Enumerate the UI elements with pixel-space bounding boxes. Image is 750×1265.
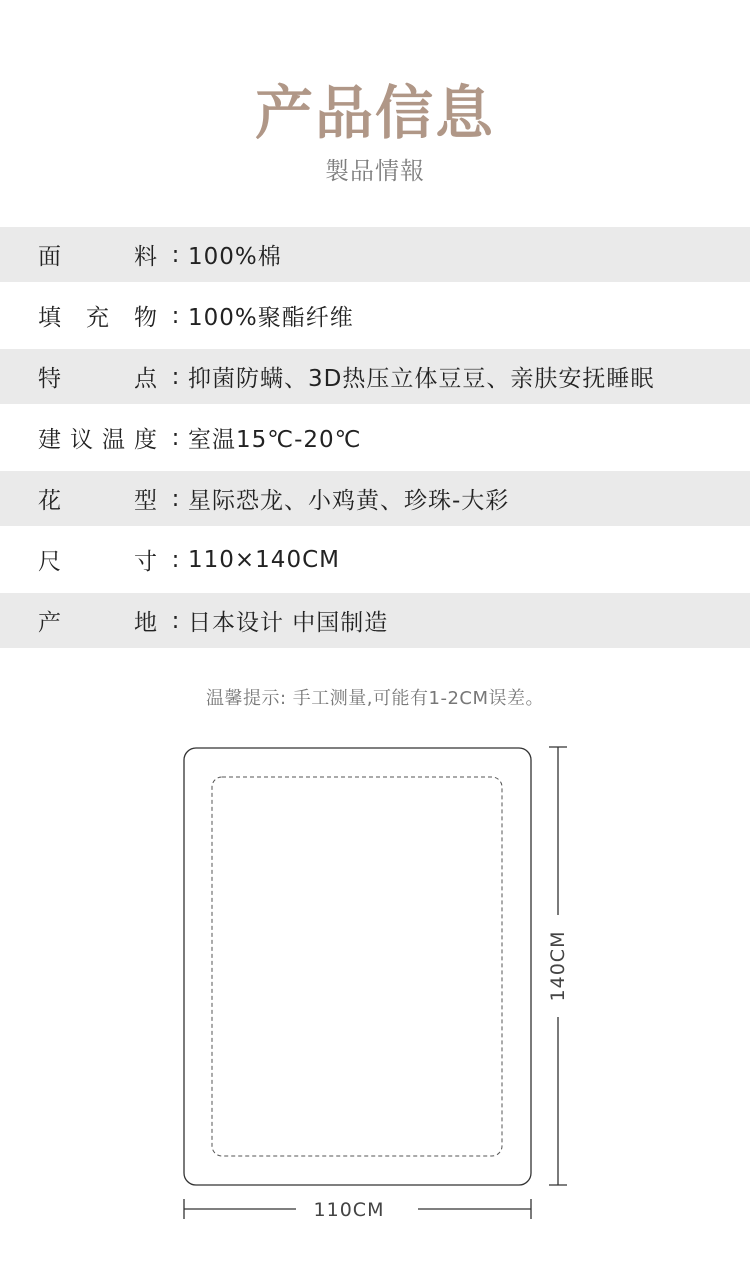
width-dimension xyxy=(184,1199,531,1221)
spec-colon: : xyxy=(171,485,181,512)
blanket-stitch-line xyxy=(212,777,502,1156)
spec-colon: : xyxy=(171,302,181,329)
spec-label: 特 点 xyxy=(38,366,158,392)
spec-label: 建 议 温 度 xyxy=(38,427,158,453)
spec-label: 产 地 xyxy=(38,610,158,636)
spec-colon: : xyxy=(171,424,181,451)
height-dimension xyxy=(547,747,569,1185)
spec-colon: : xyxy=(171,363,181,390)
spec-value: 星际恐龙、小鸡黄、珍珠-大彩 xyxy=(188,488,510,514)
spec-value: 110×140CM xyxy=(188,546,340,573)
width-label: 110CM xyxy=(313,1199,385,1221)
height-label: 140CM xyxy=(547,930,569,1002)
page-subtitle: 製品情報 xyxy=(325,157,425,185)
measurement-tip: 温馨提示: 手工测量,可能有1-2CM误差。 xyxy=(205,688,544,709)
spec-colon: : xyxy=(171,607,181,634)
spec-label: 面 料 xyxy=(38,244,158,270)
blanket-outline xyxy=(184,748,531,1185)
spec-colon: : xyxy=(171,546,181,573)
spec-value: 日本设计 中国制造 xyxy=(188,610,389,636)
page-title: 产品信息 xyxy=(254,79,495,147)
spec-value: 100%聚酯纤维 xyxy=(188,305,354,331)
spec-label: 尺 寸 xyxy=(38,549,158,575)
spec-value: 室温15℃-20℃ xyxy=(188,427,362,453)
spec-value: 100%棉 xyxy=(188,244,282,270)
spec-label: 花 型 xyxy=(38,488,158,514)
spec-colon: : xyxy=(171,241,181,268)
spec-value: 抑菌防螨、3D热压立体豆豆、亲肤安抚睡眠 xyxy=(188,366,655,392)
spec-label: 填 充 物 xyxy=(38,305,158,331)
